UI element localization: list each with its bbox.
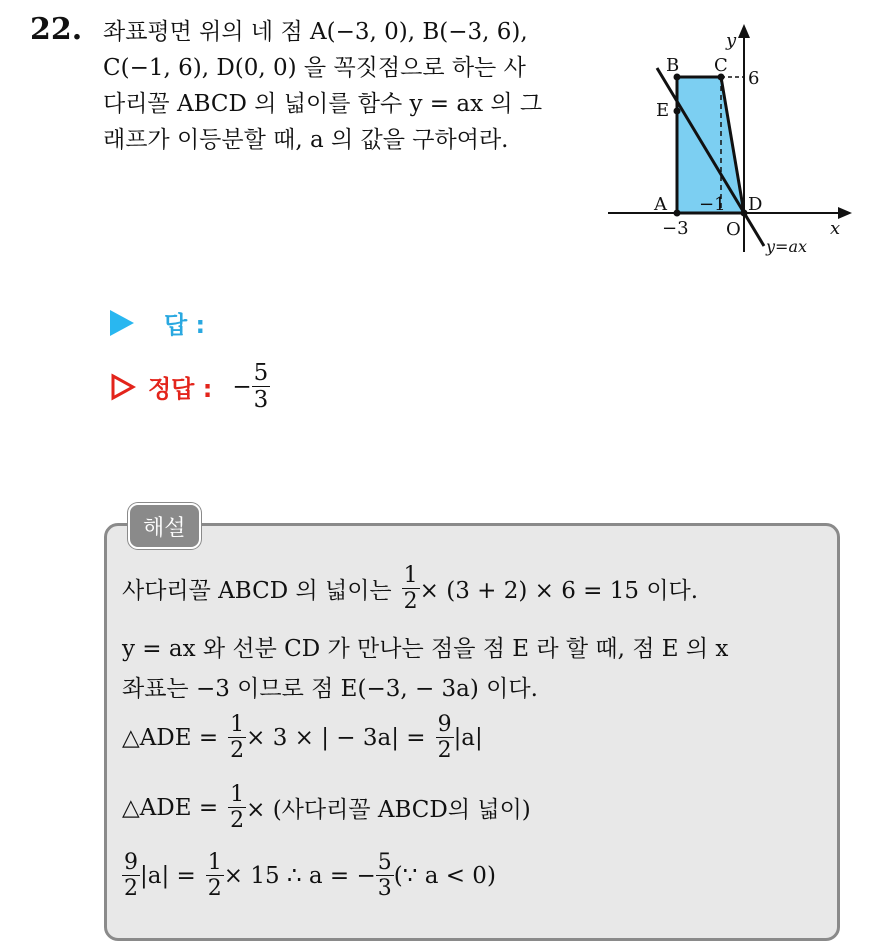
trapezoid-abcd [677, 77, 744, 213]
solution-line-3: 좌표는 −3 이므로 점 E(−3, − 3a) 이다. [122, 676, 538, 702]
y-axis-arrow-icon [738, 24, 750, 38]
correct-answer-row [110, 360, 270, 413]
fraction-denominator: 3 [253, 387, 269, 413]
solution-line-6-part-2: × 15 ∴ a = − [223, 862, 376, 889]
solution-line-5 [122, 782, 531, 833]
coordinate-graph [600, 20, 860, 265]
correct-answer-sign: − [232, 373, 252, 400]
solution-line-6 [122, 850, 496, 901]
fraction-denominator: 2 [207, 876, 222, 901]
solution-line-5-rest: × (사다리꼴 ABCD의 넓이) [246, 797, 531, 823]
fraction [436, 712, 454, 763]
question-number: 22. [30, 12, 83, 47]
answer-label: 답 : [164, 311, 206, 339]
fraction [206, 850, 224, 901]
fraction [228, 712, 246, 763]
fraction-denominator: 2 [230, 738, 245, 763]
fraction [402, 563, 420, 614]
solution-line-6-part-1: |a| = [140, 862, 196, 889]
solution-line-4-mid: × 3 × | − 3a| = [246, 724, 426, 751]
fraction-numerator: 1 [207, 850, 222, 875]
solution-line-1-rest: × (3 + 2) × 6 = 15 이다. [419, 578, 699, 604]
question-line-3: 다리꼴 ABCD 의 넓이를 함수 y = ax 의 그 [103, 91, 543, 117]
label-a: A [654, 194, 667, 215]
question-line-1: 좌표평면 위의 네 점 A(−3, 0), B(−3, 6), [103, 19, 528, 45]
fraction-numerator: 5 [253, 360, 269, 386]
label-b: B [666, 55, 680, 76]
answer-row [110, 305, 205, 340]
label-e: E [656, 100, 670, 121]
fraction-denominator: 2 [124, 876, 138, 901]
fraction-denominator: 3 [377, 876, 392, 901]
outline-triangle-icon [110, 373, 136, 401]
label-d: D [748, 194, 763, 215]
fraction-denominator: 2 [437, 738, 452, 763]
fraction-denominator: 2 [230, 808, 245, 833]
label-o: O [726, 219, 741, 240]
triangle-ade-label: △ADE = [122, 794, 219, 821]
question-text [103, 14, 593, 158]
question-line-4: 래프가 이등분할 때, a 의 값을 구하여라. [103, 127, 509, 153]
fraction-numerator: 1 [403, 563, 418, 588]
fraction [376, 850, 394, 901]
fraction-numerator: 9 [124, 850, 138, 875]
solution-line-1 [122, 563, 698, 614]
play-triangle-icon [110, 310, 134, 336]
solution-line-2: y = ax 와 선분 CD 가 만나는 점을 점 E 라 할 때, 점 E 의 x [122, 636, 729, 662]
fraction [228, 782, 246, 833]
solution-line-4-end: |a| [453, 724, 483, 751]
solution-tag: 해설 [128, 503, 201, 549]
solution-line-1-text: 사다리꼴 ABCD 의 넓이는 [122, 578, 392, 604]
correct-answer-label: 정답 : [148, 375, 213, 403]
fraction-denominator: 2 [403, 589, 418, 614]
solution-line-4 [122, 712, 483, 763]
solution-line-6-end: (∵ a < 0) [393, 862, 496, 889]
label-six: 6 [748, 68, 760, 89]
point-a [674, 210, 681, 217]
label-c: C [714, 55, 728, 76]
point-e [674, 108, 681, 115]
point-d [741, 210, 748, 217]
fraction-numerator: 1 [230, 782, 245, 807]
label-y-axis: y [726, 30, 737, 51]
label-minus-three: −3 [662, 218, 689, 239]
fraction-numerator: 1 [230, 712, 245, 737]
correct-answer-fraction [252, 360, 271, 413]
triangle-ade-label: △ADE = [122, 724, 219, 751]
correct-answer-value [232, 360, 270, 413]
label-line-y-ax: y=ax [766, 237, 808, 256]
label-x-axis: x [830, 218, 841, 239]
label-minus-one: −1 [699, 194, 726, 215]
fraction [122, 850, 140, 901]
question-line-2: C(−1, 6), D(0, 0) 을 꼭짓점으로 하는 사 [103, 55, 526, 81]
fraction-numerator: 5 [377, 850, 392, 875]
fraction-numerator: 9 [437, 712, 452, 737]
